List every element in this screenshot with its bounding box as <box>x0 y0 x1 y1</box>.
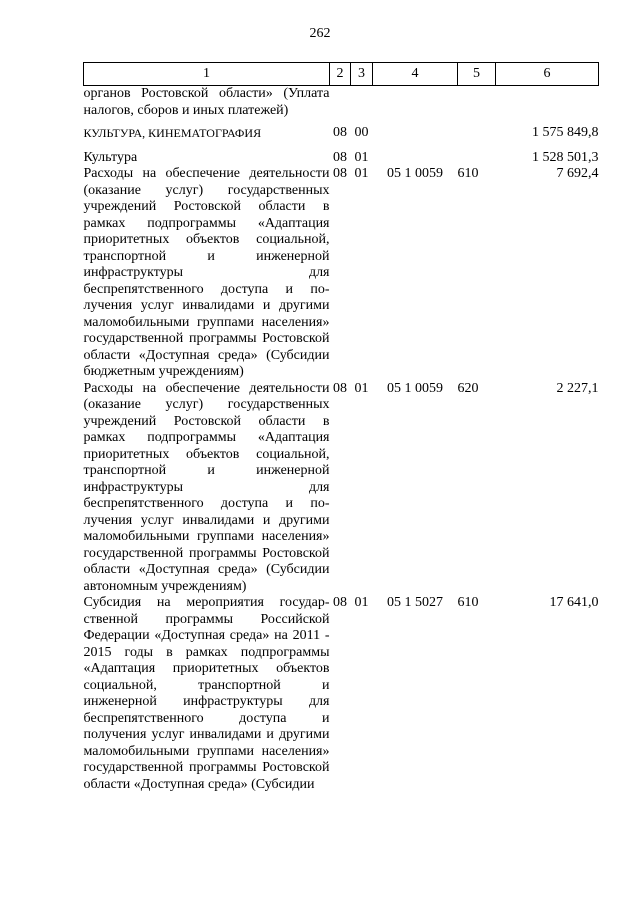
column-header-name: 1 <box>84 63 330 86</box>
row-amount: 7 692,4 <box>556 166 599 181</box>
row-subsection: 01 <box>354 149 369 165</box>
table-row <box>84 381 599 596</box>
row-name: Расходы на обеспечение деятельности (оказание услуг) государственных учреждений Ростовской области в рамках подпрограммы «Адаптация приоритетных объектов социальной, транспортной и инженерной инфраструктуры для беспрепятственного доступа и получения услуг инвалидами и другими маломобильными группами населения» государственной программы Ростовской области «Доступная среда» (Субсидии бюджетным учреждениям) <box>83 166 330 379</box>
column-header-amount: 6 <box>496 63 599 86</box>
row-target-article <box>373 150 458 167</box>
row-section: 08 <box>333 166 347 181</box>
row-subsection <box>351 86 373 120</box>
column-header-section: 2 <box>330 63 351 86</box>
row-name: Субсидия на мероприятия государственной программы Российской Федерации «Доступная среда» на 2011 - 2015 годы в рамках подпрограммы «Адаптация приоритетных объектов социальной, транспортной и инженерной инфраструктуры для беспрепятственного доступа и получения услуг инвалидами и другими маломобильными группами населения» государственной программы Ростовской области «Доступная среда» (Субсидии <box>83 595 330 792</box>
row-target-article <box>373 119 458 150</box>
table-row <box>84 119 599 150</box>
row-name: КУЛЬТУРА, КИНЕМАТОГРАФИЯ <box>83 126 262 140</box>
row-name: органов Ростовской области» (Уплата налогов, сборов и иных платежей) <box>83 86 330 118</box>
row-amount <box>496 86 599 120</box>
row-subsection: 01 <box>354 380 369 396</box>
row-subsection: 00 <box>354 125 369 140</box>
table-row <box>84 166 599 381</box>
row-target-article: 05 1 0059 <box>387 380 443 396</box>
table-header-row <box>84 63 599 86</box>
row-amount: 17 641,0 <box>549 595 599 610</box>
row-amount: 1 528 501,3 <box>532 149 599 165</box>
row-expense-type <box>458 150 496 167</box>
row-section: 08 <box>333 149 347 165</box>
row-section: 08 <box>333 125 347 140</box>
column-header-subsection: 3 <box>351 63 373 86</box>
row-expense-type <box>458 86 496 120</box>
page-number: 262 <box>309 26 331 41</box>
row-name: Культура <box>83 149 138 165</box>
row-name: Расходы на обеспечение деятельности (оказание услуг) государственных учреждений Ростовской области в рамках подпрограммы «Адаптация приоритетных объектов социальной, транспортной и инженерной инфраструктуры для беспрепятственного доступа и получения услуг инвалидами и другими маломобильными группами населения» государственной программы Ростовской области «Доступная среда» (Субсидии автономным учреждениям) <box>83 380 330 594</box>
row-section: 08 <box>333 380 347 396</box>
budget-table <box>83 62 599 793</box>
row-amount: 2 227,1 <box>556 380 599 396</box>
row-subsection: 01 <box>354 595 369 610</box>
row-section <box>330 86 351 120</box>
row-expense-type <box>458 119 496 150</box>
table-row <box>84 595 599 793</box>
row-amount: 1 575 849,8 <box>532 125 599 140</box>
column-header-target-article: 4 <box>373 63 458 86</box>
row-target-article <box>373 86 458 120</box>
row-expense-type: 620 <box>457 380 479 396</box>
row-expense-type: 610 <box>457 166 479 181</box>
table-row <box>84 150 599 167</box>
column-header-expense-type: 5 <box>458 63 496 86</box>
row-section: 08 <box>333 595 347 610</box>
row-expense-type: 610 <box>457 595 479 610</box>
row-target-article: 05 1 5027 <box>387 595 443 610</box>
row-subsection: 01 <box>354 166 369 181</box>
table-row <box>84 86 599 120</box>
row-target-article: 05 1 0059 <box>387 166 443 181</box>
